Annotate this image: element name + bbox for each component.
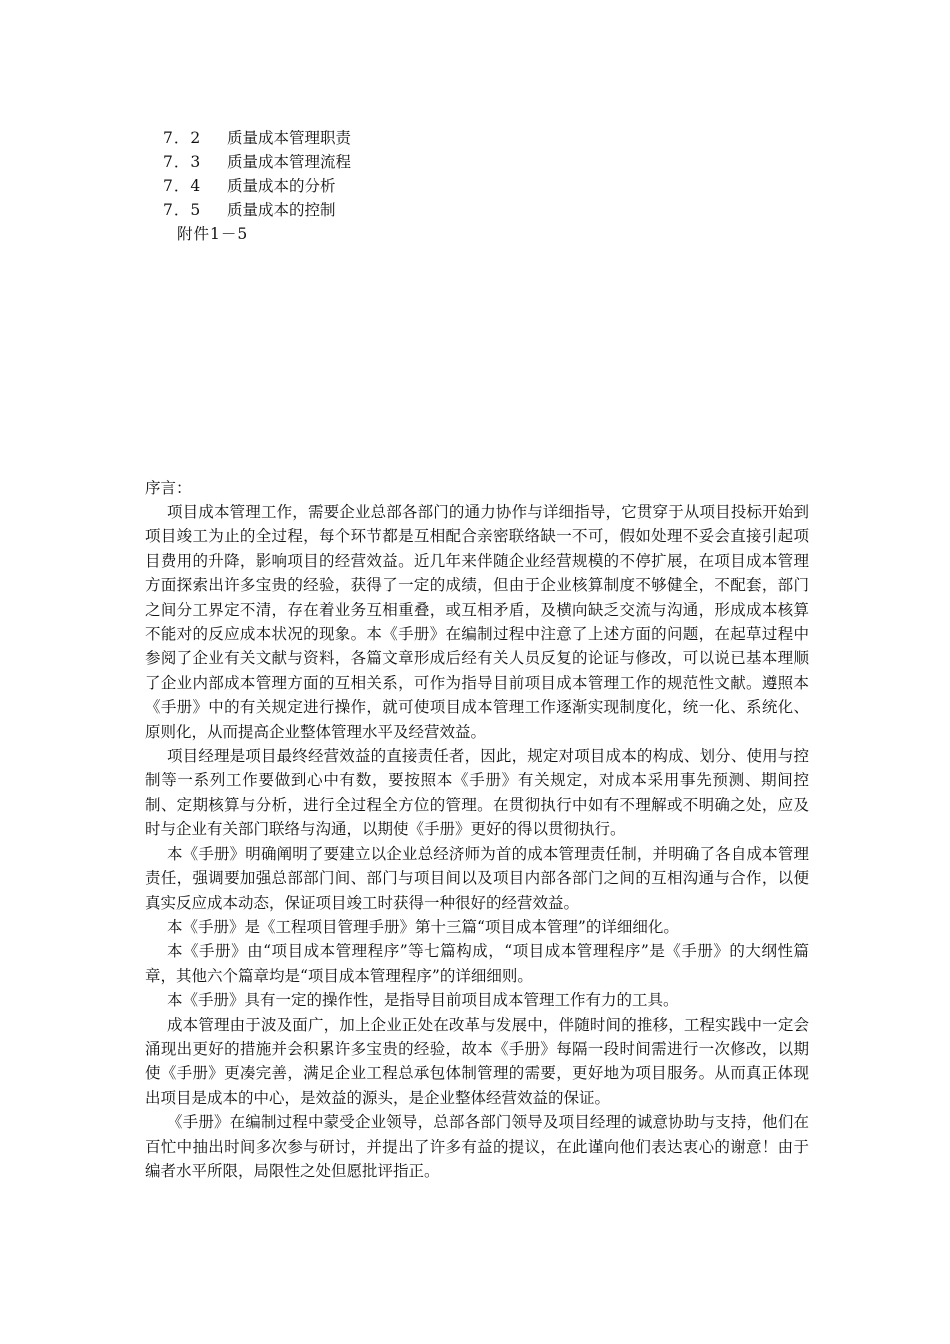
toc-entry-number: 7．4 [163,177,202,195]
preface-paragraph: 本《手册》明确阐明了要建立以企业总经济师为首的成本管理责任制，并明确了各自成本管理责任，强调要加强总部部门间、部门与项目间以及项目内部各部门之间的互相沟通与合作，以便真实反应成本动态，保证项目竣工时获得一种很好的经营效益。 [145,844,809,912]
toc-entry [163,198,763,222]
toc-entry-title: 质量成本管理职责 [227,129,352,147]
toc-entry-number: 7．5 [163,201,202,219]
preface-paragraph: 成本管理由于波及面广，加上企业正处在改革与发展中，伴随时间的推移，工程实践中一定会涌现出更好的措施并会积累许多宝贵的经验，故本《手册》每隔一段时间需进行一次修改，以期使《手册》更凑完善，满足企业工程总承包体制管理的需要，更好地为项目服务。从而真正体现出项目是成本的中心，是效益的源头，是企业整体经营效益的保证。 [145,1015,809,1107]
toc-entry-title: 质量成本的分析 [227,177,336,195]
preface-paragraph: 《手册》在编制过程中蒙受企业领导，总部各部门领导及项目经理的诚意协助与支持，他们在百忙中抽出时间多次参与研讨，并提出了许多有益的提议，在此谨向他们表达衷心的谢意！由于编者水平所限，局限性之处但愿批评指正。 [145,1113,809,1180]
toc-entry-number: 7．3 [163,153,202,171]
toc-entry [163,126,763,150]
toc-appendix: 附件1－5 [177,225,249,243]
preface-section [145,476,809,1183]
preface-paragraph: 本《手册》是《工程项目管理手册》第十三篇“项目成本管理”的详细细化。 [167,917,679,936]
toc-entry [163,174,763,198]
toc-entry-number: 7．2 [163,129,202,147]
preface-paragraph: 本《手册》具有一定的操作性，是指导目前项目成本管理工作有力的工具。 [167,991,679,1010]
toc-entry-title: 质量成本管理流程 [227,153,352,171]
toc-entry-title: 质量成本的控制 [227,201,336,219]
preface-paragraph: 本《手册》由“项目成本管理程序”等七篇构成，“项目成本管理程序”是《手册》的大纲性篇章，其他六个篇章均是“项目成本管理程序”的详细细则。 [145,942,809,985]
preface-paragraph: 项目经理是项目最终经营效益的直接责任者，因此，规定对项目成本的构成、划分、使用与控制等一系列工作要做到心中有数，要按照本《手册》有关规定，对成本采用事先预测、期间控制、定期核算与分析，进行全过程全方位的管理。在贯彻执行中如有不理解或不明确之处，应及时与企业有关部门联络与沟通，以期使《手册》更好的得以贯彻执行。 [145,747,809,839]
preface-paragraph: 项目成本管理工作，需要企业总部各部门的通力协作与详细指导，它贯穿于从项目投标开始到项目竣工为止的全过程，每个环节都是互相配合亲密联络缺一不可，假如处理不妥会直接引起项目费用的升降，影响项目的经营效益。近几年来伴随企业经营规模的不停扩展，在项目成本管理方面探索出许多宝贵的经验，获得了一定的成绩，但由于企业核算制度不够健全，不配套，部门之间分工界定不清，存在着业务互相重叠，或互相矛盾，及横向缺乏交流与沟通，形成成本核算不能对的反应成本状况的现象。本《手册》在编制过程中注意了上述方面的问题，在起草过程中参阅了企业有关文献与资料，各篇文章形成后经有关人员反复的论证与修改，可以说已基本理顺了企业内部成本管理方面的互相关系，可作为指导目前项目成本管理工作的规范性文献。遵照本《手册》中的有关规定进行操作，就可使项目成本管理工作逐渐实现制度化，统一化、系统化、原则化，从而提高企业整体管理水平及经营效益。 [145,503,809,741]
table-of-contents [163,126,763,246]
toc-entry [163,150,763,174]
preface-heading: 序言： [145,479,192,497]
